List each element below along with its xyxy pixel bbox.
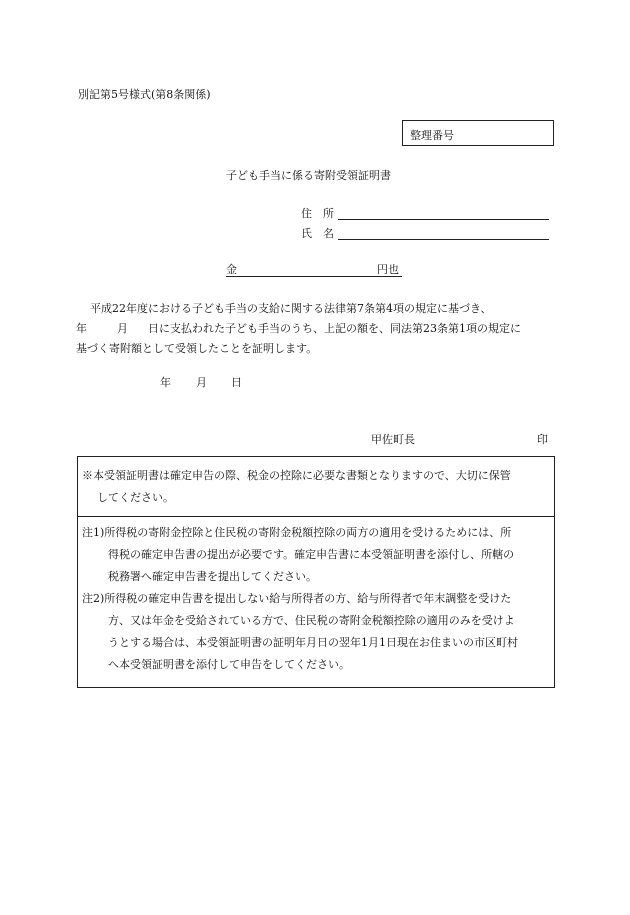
name-line — [338, 239, 549, 240]
body-line-3: 基づく寄附額として受領したことを証明します。 — [76, 342, 318, 355]
amount-suffix: 円也 — [377, 263, 399, 276]
name-label: 氏 名 — [301, 227, 334, 240]
note-1-line-3: 税務署へ確定申告書を提出してください。 — [108, 570, 317, 583]
note-2-line-3: うとする場合は、本受領証明書の証明年月日の翌年1月1日現在お住まいの市区町村 — [108, 636, 518, 649]
document-title: 子ども手当に係る寄附受領証明書 — [226, 169, 391, 182]
address-line — [338, 219, 549, 220]
seal-mark: 印 — [537, 433, 548, 446]
date-month: 月 — [196, 376, 207, 389]
notes-box — [77, 516, 555, 688]
note-1-line-1: 注1)所得税の寄附金控除と住民税の寄附金税額控除の両方の適用を受けるためには、所 — [82, 526, 512, 539]
body-line-1: 平成22年度における子ども手当の支給に関する法律第7条第4項の規定に基づき、 — [90, 302, 492, 315]
notice-line-2: してください。 — [97, 491, 174, 504]
body-line-2: 日に支払われた子ども手当のうち、上記の額を、同法第23条第1項の規定に — [148, 322, 521, 335]
date-day: 日 — [231, 376, 242, 389]
note-1-line-2: 得税の確定申告書の提出が必要です。確定申告書に本受領証明書を添付し、所轄の — [108, 548, 515, 561]
amount-line — [226, 276, 402, 277]
body-month: 月 — [117, 322, 128, 335]
body-year: 年 — [76, 322, 87, 335]
note-2-line-2: 方、又は年金を受給されている方で、住民税の寄附金税額控除の適用のみを受けよ — [108, 614, 515, 627]
issuer: 甲佐町長 — [371, 433, 415, 446]
notice-line-1: ※本受領証明書は確定申告の際、税金の控除に必要な書類となりますので、大切に保管 — [82, 469, 511, 482]
form-label: 別記第5号様式(第8条関係) — [78, 88, 211, 101]
note-2-line-4: へ本受領証明書を添付して申告をしてください。 — [108, 658, 350, 671]
notice-box — [77, 456, 555, 517]
reference-number-label: 整理番号 — [410, 129, 454, 142]
note-2-line-1: 注2)所得税の確定申告書を提出しない給与所得者の方、給与所得者で年末調整を受けた — [82, 592, 512, 605]
reference-number-box — [402, 120, 554, 146]
date-year: 年 — [160, 376, 171, 389]
amount-prefix: 金 — [226, 263, 237, 276]
address-label: 住 所 — [301, 207, 334, 220]
